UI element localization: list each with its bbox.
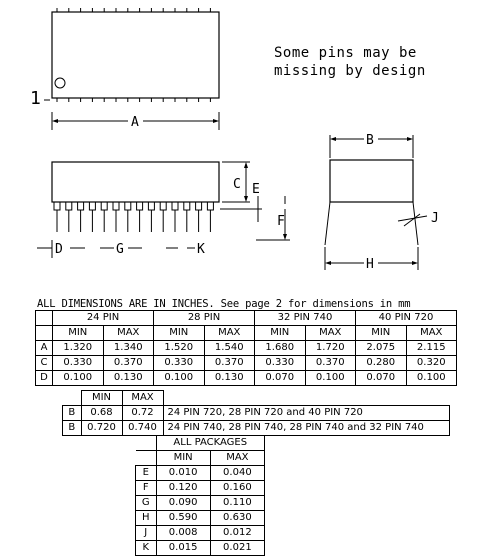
header-cell: MIN [53,326,104,341]
header-cell: MAX [204,326,255,341]
table-cell: 0.008 [156,526,210,541]
table-cell: 0.370 [204,356,255,371]
table-row [63,421,450,436]
table-row [136,496,265,511]
table-cell: 0.010 [156,466,210,481]
table-cell: 0.72 [122,406,163,421]
table-cell: 0.630 [210,511,264,526]
table-cell: 24 PIN 720, 28 PIN 720 and 40 PIN 720 [163,406,450,421]
table-cell: 0.120 [156,481,210,496]
header-cell: 28 PIN [154,311,255,326]
dimensions-table-by-package [35,310,457,386]
dim-label-D: D [55,242,63,257]
pin-shoulder [207,202,213,210]
row-label: D [36,371,53,386]
header-cell: MAX [122,391,163,406]
pin1-label: 1 [30,88,41,109]
table-cell: 0.720 [81,421,122,436]
table-cell: 0.370 [305,356,356,371]
pin-shoulder [196,202,202,210]
table-cell: 0.330 [255,356,306,371]
table-cell: 1.320 [53,341,104,356]
pins-note-line1: Some pins may be [274,45,417,61]
header-cell: 32 PIN 740 [255,311,356,326]
dim-label-G: G [116,242,124,257]
pin-shoulder [125,202,131,210]
pin-shoulder [78,202,84,210]
table-subheader-row [136,451,265,466]
table-row [36,356,457,371]
table-cell: 24 PIN 740, 28 PIN 740, 28 PIN 740 and 32 PIN 740 [163,421,450,436]
header-cell: MAX [103,326,154,341]
table-cell: 1.520 [154,341,205,356]
row-label: B [63,421,82,436]
dimensions-caption: ALL DIMENSIONS ARE IN INCHES. See page 2 for dimensions in mm [37,298,411,310]
table-cell: 2.075 [356,341,407,356]
header-cell: MIN [81,391,122,406]
table-row [136,466,265,481]
row-label: J [136,526,157,541]
table-row [36,371,457,386]
dim-label-H: H [366,257,374,272]
table-cell: 2.115 [406,341,457,356]
dim-label-A: A [131,115,139,130]
header-cell: 24 PIN [53,311,154,326]
table-row [136,481,265,496]
table-cell: 0.090 [156,496,210,511]
table-row [63,406,450,421]
table-cell: 0.100 [305,371,356,386]
pin-shoulder [148,202,154,210]
header-cell: ALL PACKAGES [156,436,265,451]
table-cell: 0.070 [356,371,407,386]
table-cell: 1.680 [255,341,306,356]
header-cell: MAX [305,326,356,341]
table-cell: 0.330 [53,356,104,371]
header-cell: MIN [356,326,407,341]
table-cell: 0.330 [154,356,205,371]
row-label: C [36,356,53,371]
pin1-marker [55,78,65,88]
dim-label-F: F [277,214,285,229]
table-cell: 0.590 [156,511,210,526]
header-cell: MIN [255,326,306,341]
table-header-row [136,436,265,451]
table-cell: 0.280 [356,356,407,371]
dimension-b-table [62,390,450,436]
header-cell: MAX [210,451,264,466]
pin-shoulder [54,202,60,210]
header-cell: MIN [154,326,205,341]
dim-label-C: C [233,177,241,192]
table-cell: 0.130 [204,371,255,386]
table-cell: 1.340 [103,341,154,356]
pin-shoulder [89,202,95,210]
row-label: H [136,511,157,526]
table-cell: 1.540 [204,341,255,356]
table-cell: 0.320 [406,356,457,371]
end-view-body [330,160,413,202]
table-cell: 0.740 [122,421,163,436]
pin-shoulder [160,202,166,210]
table-subheader-row [36,326,457,341]
pin-shoulder [172,202,178,210]
pin-shoulder [184,202,190,210]
pin-shoulder [113,202,119,210]
row-label: E [136,466,157,481]
table-cell: 0.070 [255,371,306,386]
table-cell: 0.100 [154,371,205,386]
dim-label-B: B [366,133,374,148]
table-cell: 0.040 [210,466,264,481]
pin-shoulder [101,202,107,210]
side-view-pins [54,202,213,232]
table-cell: 0.370 [103,356,154,371]
row-label: A [36,341,53,356]
table-cell: 0.021 [210,541,264,556]
top-view-body [52,12,219,98]
table-cell: 0.110 [210,496,264,511]
table-cell: 0.100 [53,371,104,386]
all-packages-table [135,435,265,556]
table-cell: 0.68 [81,406,122,421]
dim-label-J: J [431,211,439,226]
pins-note [274,44,426,80]
pin-shoulder [137,202,143,210]
row-label: K [136,541,157,556]
table-cell: 0.160 [210,481,264,496]
dim-label-E: E [252,182,260,197]
table-row [136,526,265,541]
table-cell: 0.130 [103,371,154,386]
table-row [136,511,265,526]
table-cell: 0.100 [406,371,457,386]
row-label: B [63,406,82,421]
pins-note-line2: missing by design [274,63,426,79]
top-view-pins [57,8,210,102]
header-cell: MAX [406,326,457,341]
table-header-row [63,391,450,406]
table-header-row [36,311,457,326]
table-cell: 1.720 [305,341,356,356]
header-cell: MIN [156,451,210,466]
dim-label-K: K [197,242,205,257]
pin-shoulder [66,202,72,210]
row-label: G [136,496,157,511]
table-row [136,541,265,556]
table-cell: 0.012 [210,526,264,541]
side-view-body [52,162,219,202]
table-row [36,341,457,356]
row-label: F [136,481,157,496]
header-cell: 40 PIN 720 [356,311,457,326]
table-cell: 0.015 [156,541,210,556]
